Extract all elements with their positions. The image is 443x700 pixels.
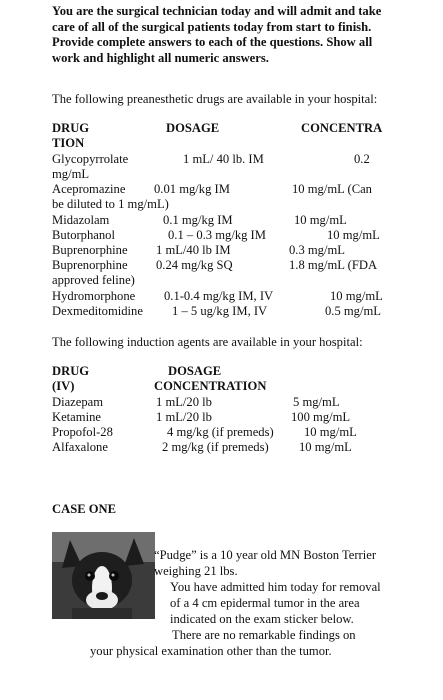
table-row-dosage: 1 mL/20 lb	[156, 395, 212, 409]
induction-col-dosage: DOSAGE	[168, 364, 222, 378]
table-row-dosage: 0.24 mg/kg SQ	[156, 258, 233, 272]
table-row-drug: Diazepam	[52, 395, 104, 409]
instructions-line-1: You are the surgical technician today and will admit and take care of all of the surgical patients today from start to finish.	[52, 4, 382, 34]
table-row-dosage: 0.1-0.4 mg/kg IM, IV	[164, 289, 274, 303]
instructions	[52, 4, 397, 66]
table-row-dosage: 2 mg/kg (if premeds)	[162, 440, 269, 454]
table-row-dosage: 0.1 – 0.3 mg/kg IM	[168, 228, 266, 242]
table-row-drug: Propofol-28	[52, 425, 113, 439]
induction-heading: The following induction agents are available in your hospital:	[52, 335, 363, 349]
table-row-concentration: 10 mg/mL	[327, 228, 380, 242]
case-line-5: indicated on the exam sticker below.	[170, 612, 354, 626]
table-row-concentration: 10 mg/mL	[304, 425, 357, 439]
table-row-dosage: 1 mL/ 40 lb. IM	[183, 152, 264, 166]
table-row-drug: Buprenorphine	[52, 258, 128, 272]
table-row-dosage: 0.01 mg/kg IM	[154, 182, 230, 196]
boston-terrier-image	[52, 532, 155, 619]
table-row-dosage: 1 mL/20 lb	[156, 410, 212, 424]
table-row-concentration: 0.5 mg/mL	[325, 304, 381, 318]
table-row-dosage: 0.1 mg/kg IM	[163, 213, 233, 227]
preanesthetic-col-concentration: CONCENTRA	[301, 121, 383, 135]
case-line-4: of a 4 cm epidermal tumor in the area	[170, 596, 360, 610]
table-row-dosage: 1 mL/40 lb IM	[156, 243, 231, 257]
case-line-1: “Pudge” is a 10 year old MN Boston Terrier	[154, 548, 377, 562]
table-row-drug: Buprenorphine	[52, 243, 128, 257]
preanesthetic-col-dosage: DOSAGE	[166, 121, 220, 135]
induction-col-concentration: CONCENTRATION	[154, 379, 267, 393]
table-row-concentration: 10 mg/mL	[330, 289, 383, 303]
table-row-drug: Ketamine	[52, 410, 101, 424]
table-row-dosage: 1 – 5 ug/kg IM, IV	[172, 304, 268, 318]
table-row-drug: mg/mL	[52, 167, 90, 181]
table-row-concentration: 0.3 mg/mL	[289, 243, 345, 257]
table-row-concentration: 10 mg/mL	[294, 213, 347, 227]
table-row-drug: Glycopyrrolate	[52, 152, 129, 166]
case-title: CASE ONE	[52, 502, 117, 516]
preanesthetic-col-drug: DRUG	[52, 121, 90, 135]
induction-col-drug: DRUG	[52, 364, 90, 378]
table-row-drug: Midazolam	[52, 213, 110, 227]
table-row-concentration: 100 mg/mL	[291, 410, 351, 424]
table-row-drug: approved feline)	[52, 273, 135, 287]
preanesthetic-col-drug-cont: TION	[52, 136, 85, 150]
table-row-concentration: 10 mg/mL (Can	[292, 182, 372, 196]
table-row-drug: Hydromorphone	[52, 289, 136, 303]
preanesthetic-heading: The following preanesthetic drugs are available in your hospital:	[52, 92, 378, 106]
instructions-line-2: Provide complete answers to each of the questions. Show all work and highlight all numeric answers.	[52, 35, 373, 65]
induction-col-drug-sub: (IV)	[52, 379, 75, 393]
case-line-2: weighing 21 lbs.	[154, 564, 238, 578]
table-row-concentration: 10 mg/mL	[299, 440, 352, 454]
table-row-drug: Butorphanol	[52, 228, 115, 242]
table-row-drug: Dexmeditomidine	[52, 304, 143, 318]
table-row-drug: be diluted to 1 mg/mL)	[52, 197, 169, 211]
case-line-7: your physical examination other than the tumor.	[90, 644, 332, 658]
table-row-concentration: 5 mg/mL	[293, 395, 340, 409]
table-row-dosage: 4 mg/kg (if premeds)	[167, 425, 274, 439]
dog-photo	[52, 532, 155, 619]
table-row-drug: Alfaxalone	[52, 440, 108, 454]
case-line-6: There are no remarkable findings on	[172, 628, 356, 642]
table-row-drug: Acepromazine	[52, 182, 126, 196]
table-row-concentration: 1.8 mg/mL (FDA	[289, 258, 378, 272]
case-line-3: You have admitted him today for removal	[170, 580, 381, 594]
table-row-concentration: 0.2	[354, 152, 370, 166]
